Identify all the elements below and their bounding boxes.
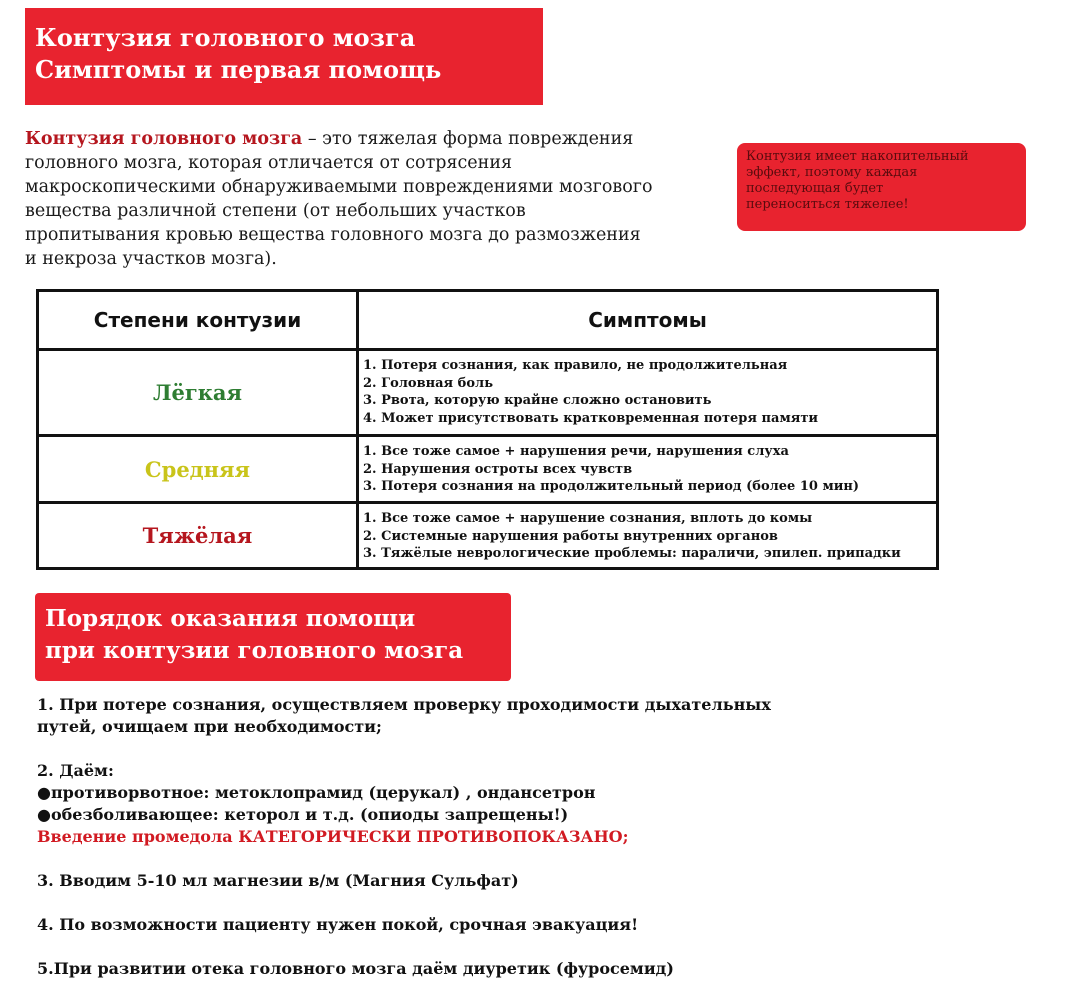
symptom-item: 1. Все тоже самое + нарушение сознания, вплоть до комы	[363, 511, 813, 526]
step-2-antiemetic: ●противорвотное: метоклопрамид (церукал) , ондансетрон	[37, 783, 596, 802]
first-aid-line-1: Порядок оказания помощи	[45, 605, 416, 632]
first-aid-banner	[35, 593, 511, 681]
symptoms-cell	[359, 504, 936, 567]
symptoms-cell	[359, 437, 936, 501]
step-1-line: путей, очищаем при необходимости;	[37, 717, 382, 736]
grade-mild: Лёгкая	[152, 380, 243, 405]
step-2-analgesic: ●обезболивающее: кеторол и т.д. (опиоды запрещены!)	[37, 805, 569, 824]
intro-paragraph	[25, 127, 725, 271]
grade-cell	[39, 504, 359, 567]
step-3: 3. Вводим 5-10 мл магнезии в/м (Магния Сульфат)	[37, 871, 519, 890]
symptom-item: 3. Потеря сознания на продолжительный период (более 10 мин)	[363, 479, 860, 494]
header-symptoms: Симптомы	[588, 308, 707, 332]
title-line-2: Симптомы и первая помощь	[35, 55, 442, 84]
header-grades: Степени контузии	[93, 308, 302, 332]
symptom-item: 2. Нарушения остроты всех чувств	[363, 461, 633, 477]
table-header-row	[39, 292, 936, 351]
first-aid-steps	[37, 694, 1037, 980]
grade-cell	[39, 437, 359, 501]
intro-line: пропитывания кровью вещества головного мозга до размозжения	[25, 225, 641, 245]
title-banner	[25, 8, 543, 105]
step-4: 4. По возможности пациенту нужен покой, срочная эвакуация!	[37, 915, 639, 934]
first-aid-line-2: при контузии головного мозга	[45, 637, 464, 664]
grade-cell	[39, 351, 359, 434]
note-line: эффект, поэтому каждая	[746, 165, 918, 180]
grade-severe: Тяжёлая	[142, 523, 253, 548]
symptoms-cell	[359, 351, 936, 434]
header-cell-grades	[39, 292, 359, 348]
intro-line: головного мозга, которая отличается от сотрясения	[25, 153, 513, 173]
symptom-item: 1. Все тоже самое + нарушения речи, нарушения слуха	[363, 444, 789, 459]
symptom-item: 3. Рвота, которую крайне сложно остановить	[363, 393, 712, 408]
header-cell-symptoms	[359, 292, 936, 348]
title-line-1: Контузия головного мозга	[35, 23, 416, 52]
step-1-line: 1. При потере сознания, осуществляем проверку проходимости дыхательных	[37, 695, 771, 714]
intro-line: – это тяжелая форма повреждения	[302, 129, 634, 149]
accumulation-note	[737, 143, 1026, 231]
symptom-item: 2. Системные нарушения работы внутренних органов	[363, 528, 778, 544]
grade-moderate: Средняя	[144, 456, 251, 482]
symptom-item: 4. Может присутствовать кратковременная потеря памяти	[363, 410, 819, 426]
table-row-mild	[39, 351, 936, 437]
note-line: переноситься тяжелее!	[746, 197, 909, 212]
note-line: Контузия имеет накопительный	[746, 149, 969, 164]
table-row-severe	[39, 504, 936, 567]
intro-line: и некроза участков мозга).	[25, 249, 277, 269]
symptom-item: 1. Потеря сознания, как правило, не продолжительная	[363, 358, 788, 373]
note-line: последующая будет	[746, 181, 884, 196]
intro-line: вещества различной степени (от небольших участков	[25, 201, 526, 221]
step-2-heading: 2. Даём:	[37, 761, 114, 780]
contusion-grades-table	[36, 289, 939, 570]
intro-line: макроскопическими обнаруживаемыми повреждениями мозгового	[25, 177, 653, 197]
promedol-warning: Введение промедола КАТЕГОРИЧЕСКИ ПРОТИВОПОКАЗАНО;	[37, 827, 629, 846]
table-row-moderate	[39, 437, 936, 504]
symptom-item: 2. Головная боль	[363, 375, 494, 391]
intro-term: Контузия головного мозга	[25, 129, 303, 149]
symptom-item: 3. Тяжёлые неврологические проблемы: параличи, эпилеп. припадки	[363, 546, 901, 561]
step-5: 5.При развитии отека головного мозга даём диуретик (фуросемид)	[37, 959, 674, 978]
